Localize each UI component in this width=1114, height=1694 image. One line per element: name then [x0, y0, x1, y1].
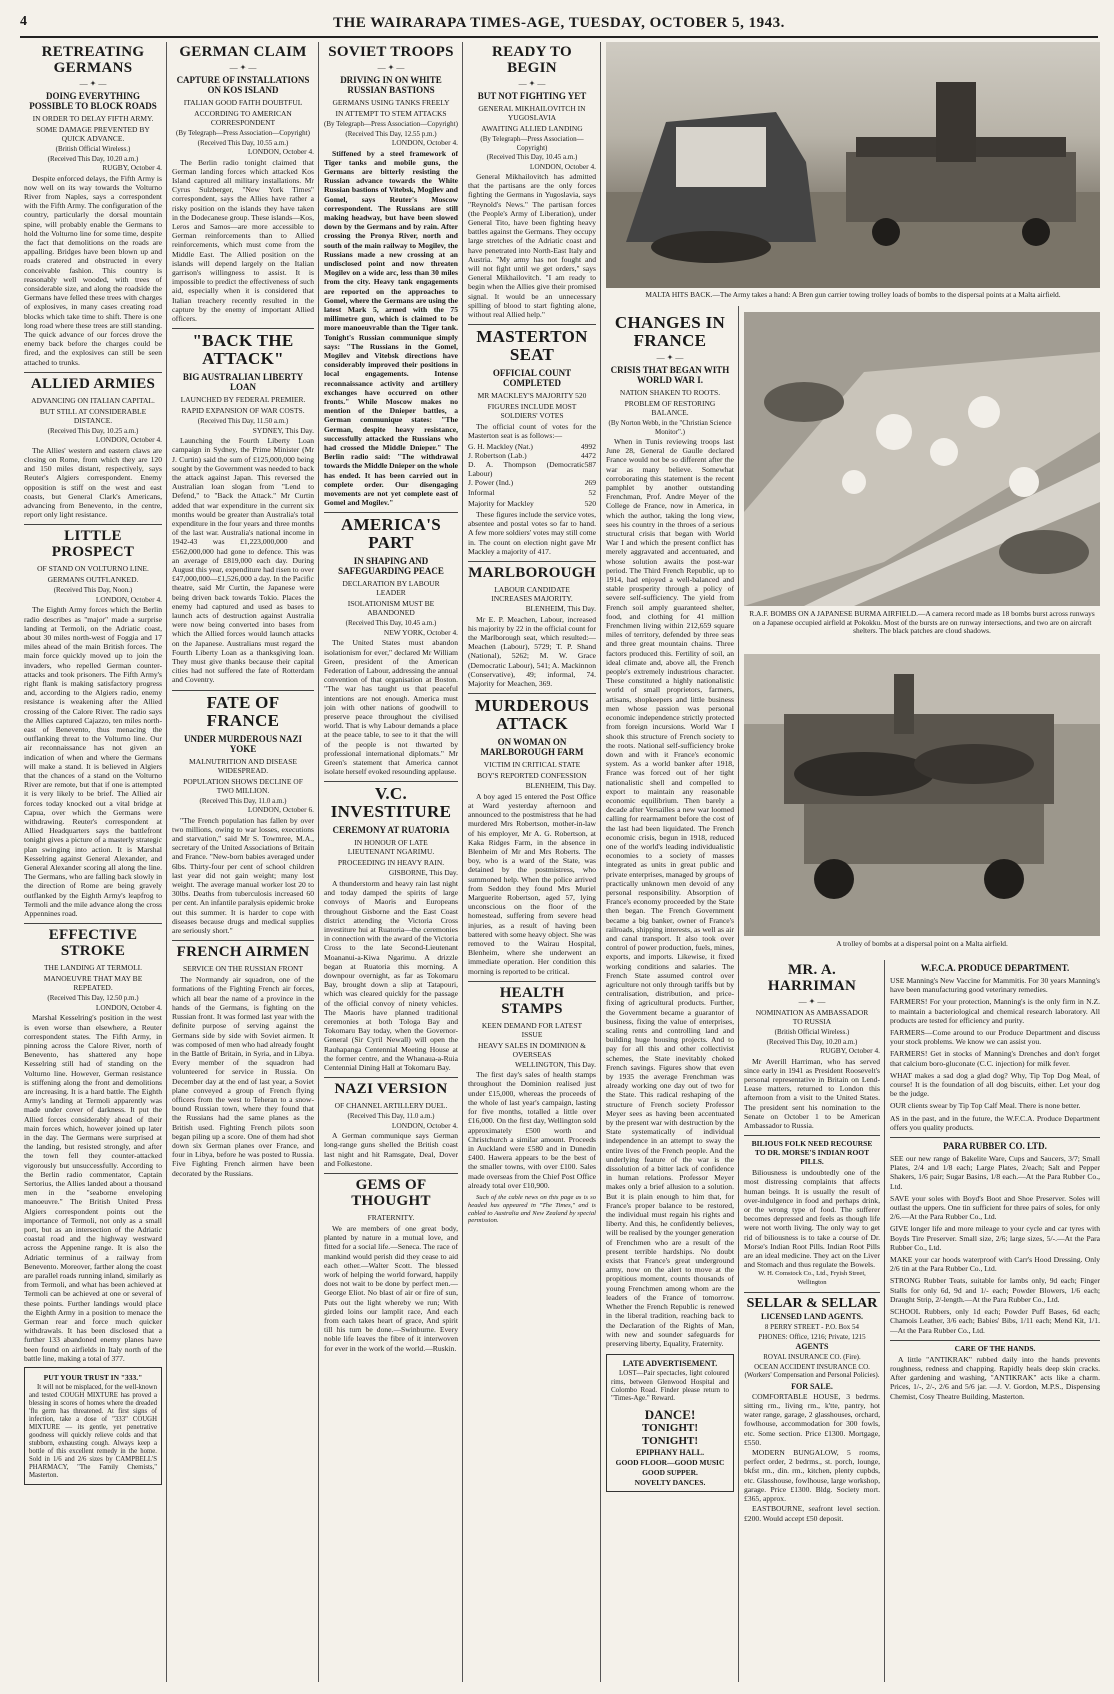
dateline: SYDNEY, This Day.	[252, 425, 314, 435]
dateline: WELLINGTON, This Day.	[515, 1059, 596, 1069]
article-text: The United States must abandon isolationism for ever," declared Mr William Green, president of the American Federation of Labour, addressing the annual convention of that organisation at Boston. "The war has taught us that peaceful intentions are not enough. America must join with other nations of goodwill to preserve peace throughout the civilised world. That is why Labour demands a place at the peace table, to see to it that the will of the people is not thwarted by professional international diplomats." Mr Green's statement that America cannot isolate herself evoked resounding applause.	[324, 638, 458, 777]
article-text: Mr E. P. Meachen, Labour, increased his majority by 22 in the official count for the Marlborough seat, which resulted:—Meachen (Labour), 5729; T. P. Shand (National), 5262; M. W. Grace (Democratic Labour), 541; A. Mackinnon (Conservative), 49; informal, 74. Majority for Meachen, 369.	[468, 614, 596, 689]
article-text: Launching the Fourth Liberty Loan campaign in Sydney, the Prime Minister (Mr J. Curtin) said the sum of £125,000,000 being sought by the Government was needed to back the attack against Japan. This reversed the Australian loan slogan from "Lend to Defend," to "Back the Attack." Mr Curtin added that war expenditure in the current six months would be greater than Australia's total expenditure in the four years and three months of the last war. Australia's national income in 1942-43 was £1,223,000,000 and £562,000,000 had gone to defence. This was an average of £819,000 each day. During August this year, expenditure had risen to over £47,000,000—£1,526,000 a day. In the Pacific theatre, said Mr Curtin, the Japanese were being driven back towards Tokio. Places the enemy had captured and used as bases to launch acts of destruction against Australia were now being converted into bases from which the Allied forces would launch attacks on the Japanese. Australians must regard the Fourth Liberty Loan as a thanksgiving loan. They must give thanks because their capital cities had not suffered the fate of Rotterdam and Coventry.	[172, 436, 314, 685]
dateline: LONDON, October 4.	[95, 594, 162, 604]
column-rule	[318, 42, 319, 1682]
photo-caption: R.A.F. BOMBS ON A JAPANESE BURMA AIRFIELD.—A camera record made as 18 bombs burst across runways on a Japanese occupied airfield at Pokokku. Most of the bursts are on runway intersections, and two are on aircraft shelters. The black patches are cloud shadows.	[749, 609, 1095, 636]
candidate-name: Informal	[468, 487, 495, 497]
divider	[172, 328, 314, 329]
headline-soviet-troops: SOVIET TROOPS	[328, 44, 454, 60]
classified-item: SAVE your soles with Boyd's Boot and Shoe Preserver. Soles will outlast the uppers. One tin sufficient for three pairs of soles, for only 2/6.—At the Para Rubber Co., Ltd.	[890, 1193, 1100, 1222]
received-line: (Received This Day, 10.45 a.m.)	[345, 619, 437, 628]
photo-caption: A trolley of bombs at a dispersal point on a Malta airfield.	[836, 939, 1008, 948]
article-text: "The French population has fallen by over two millions, owing to war losses, executions and starvation," said Mr S. Towmree, M.A., secretary of the United Associations of Britain and France. "New-born babies averaged under 6lbs. Thirty-four per cent of school children last year did not gain weight; many lost weight. The average manual worker lost 20 to 30lbs. Deaths from tuberculosis increased 60 per cent. An infantile paralysis epidemic broke out this summer. It is harder to cope with diseases because drugs and medical supplies are seriously short."	[172, 815, 314, 936]
ad-title: LATE ADVERTISEMENT.	[622, 1359, 718, 1369]
advertisement-333	[24, 1367, 162, 1485]
ornament: — ✦ —	[377, 63, 405, 72]
subhead: POPULATION SHOWS DECLINE OF TWO MILLION.	[183, 776, 303, 795]
article-text: Stiffened by a steel framework of Tiger tanks and mobile guns, the Germans are bitterly resisting the Russian advance towards the White Russian bastions of Vitebsk, Mogilev and Gomel, says Reuter's Moscow correspondent. The Russians are still making headway, but have been slowed down by the Germans and by rain. After crossing the Pronya River, north and south of the main railway to Mogilev, the Russians made a new crossing at an undisclosed point and now threaten Mogilev on a wide arc, less than 30 miles from the city. Heavy tank engagements are reported on the approaches to Gomel, where the Germans are using the latest Mark 5, armed with the 75 millimetre gun, which is claimed to be more manoeuvrable than the Tiger tank. Tonight's Russian communique simply says: "The Russians in the Gomel, Mogilev and Vitebsk directions have considerably improved their positions in local engagements. Intense reconnaissance activity and artillery exchanges have occurred on other fronts." While Moscow makes no mention of the Dnieper battles, a German communique states: "The German, despite heavy resistance, successfully attacked the Russians who had crossed the Middle Dnieper." The Berlin radio said: "The withdrawal towards the Middle Dnieper on the whole has ended. It has been carried out in complete order. Our disengaging movements are not yet complete east of Gomel and Mogilev."	[324, 148, 458, 508]
article-text: When in Tunis reviewing troops last June 28, General de Gaulle declared France would not be so different after the war as many believe. Somewhat corroborating this statement is the recent pamphlet by another outstanding Frenchman, Prof. Andre Meyer of the College de France, now in America, in which the author, taking the long view, sees his country in the throes of a serious structural crisis that began with World War I and which the present conflict has merely aggravated and accentuated, and whose solution awaits the post-war period. The Third French Republic, up to 1914, had enjoyed a well-balanced and stable prosperity through a policy of severe self-sufficiency. The yield from French soil amply guaranteed shelter, food, and clothing for 41 million Frenchmen living within 212,659 square miles of territory, defended by three seas and three great mountain chains. Three factors produced this. Fertility of soil, an ideal climate and, above all, the French people's extremely industrious character. These constituted a highly nationalistic world of small proprietors, farmers, artisans, shopkeepers and little business men whose passion was personal economic independence strictly protected from foreign incursions. World War I shook this structure of French society to the roots. National self-sufficiency broke down and with it France's economic system. As a world banker after 1918, France was forced out of her tight nationalistic shell and compelled to export to maintain any reasonable economic equilibrium. Then barely a decade after Versailles a new war loomed calling for rearmament before the cost of the last had been liquidated. The French economic crisis, begun in 1918, reduced one of the world's leading individualistic economies to a society of masses integrated as units in great public and private enterprises, managed by groups of practically unknown men devoid of any personal responsibility. Absorption of France's economy proceeded by the State then began. The French Government became a big banker, owner of France's railroads, shipping interests, as well as air and canal transport. It also took over control of power production, fuels, mines, exports, and imports. Likewise, it fixed working conditions and salaries. The French State assumed control over agriculture not only through tariffs but by centralisation, distribution, and price-fixing of agricultural products. Further, the Government became a guarantor of business, fixing the value of enterprises, scaling rents and controlling land and building huge housing projects. And to pay for all this and other collectivist schemes, the State inevitably choked French savings. Figures show that even by 1935 the average Frenchman was already working one day out of two for the State. This radical reshaping of the structure of French society Professor Meyer sees as having been accentuated by the present war with destruction by the State systematically of individual independence in an attempt to sway the entire lives of the French people. And the underlying feature of the war is the dissolution of a bitter lack of confidence in human relations. Professor Meyer makes only a brief allusion to a solution. But it is plain enough to him that, for France's proper balance to be restored, the individual must regain his rights and liberty. And this, he confidently believes, will be realised by the younger generation of Frenchmen who are a result of the present terrible hardships. No doubt exists that France's great underground army, now on the alert to move at the propitious moment, counts thousands of young Frenchmen among whom are the leaders of the France of tomorrow. Whether the French Republic is renewed in the liberal tradition, reaching back to the Declaration of the Rights of Man, with new and sounder safeguards for preserving liberty, Equality, Fraternity.	[606, 437, 734, 1348]
divider	[468, 693, 596, 694]
column-2	[172, 42, 314, 1682]
source-line: (By Telegraph—Press Association—Copyright)	[480, 135, 584, 152]
sellar-agency: ROYAL INSURANCE CO. (Fire).	[763, 1353, 861, 1362]
subhead: UNDER MURDEROUS NAZI YOKE	[183, 733, 302, 754]
subhead: ON WOMAN ON MARLBOROUGH FARM	[480, 737, 584, 758]
divider	[172, 690, 314, 691]
majority-value: 520	[584, 498, 596, 508]
newspaper-title: THE WAIRARAPA TIMES-AGE, TUESDAY, OCTOBER 5, 1943.	[333, 15, 785, 31]
article-text: The Eighth Army forces which the Berlin radio describes as "major" made a surprise landing at Termoli, on the Adriatic coast, about 30 miles north-west of Foggia and 17 miles ahead of the main British forces. The main force quickly moved up to join the invaders, who repelled German counter-attacks and took prisoners. The Fifth Army's right flank is making satisfactory progress and, according to the Algiers radio, enemy resistance is weakening after the Allied crossing of the Calore River. The radio says the Allies captured Cajazzo, ten miles north-east of Benevento, thus menacing the outflanking threat to the Volturno line. Our air reconnaissance has not given an indication of when and where the Germans will make a stand. It is believed in Algiers that the chances of a stand on the Volturno River are remote, but that if one is attempted it is very likely to be brief. The Allied air forces today knocked out a vital bridge at Capua, over which the Germans were withdrawing. Reuter's correspondent at Allied Headquarters says the battlefront tonight gives a picture of a masterly strategic plan swinging into action. It is Marshal Kesselring against General Alexander, and General Alexander scoring all along the line. The Germans, who are falling back slowly in the direction of Rome are being gravely outflanked by the Eighth Army's leapfrog to Termoli and the mile advance along the cross Appennines road.	[24, 605, 162, 919]
headline-ready-to-begin: READY TO BEGIN	[491, 44, 573, 76]
subhead: HEAVY SALES IN DOMINION & OVERSEAS	[478, 1040, 586, 1059]
classified-item: STRONG Rubber Teats, suitable for lambs only, 9d each; Finger Stalls for only 6d, 9d and 1/- each; Powder Blowers, 1/6 each; Draught Strip, 2/-length.—At the Para Rubber Co., Ltd.	[890, 1276, 1100, 1304]
listing: EASTBOURNE, seafront level section. £200. Would accept £50 deposit.	[744, 1504, 880, 1523]
candidate-votes: 4992	[580, 441, 596, 451]
dateline: LONDON, October 4.	[529, 161, 596, 171]
majority-label: Majority for Mackley	[468, 498, 534, 508]
dateline: LONDON, October 6.	[247, 805, 314, 815]
subhead: CAPTURE OF INSTALLATIONS ON KOS ISLAND	[176, 75, 310, 95]
received-line: (Received This Day, 10.20 a.m.)	[47, 154, 139, 163]
classified-item: SCHOOL Rubbers, only 1d each; Powder Puff Bases, 6d each; Chamois Leather, 3/6 each; Babies' Bibs, 1/11 each; Mend Kit, 1/1.—At the Para Rubber Co., Ltd.	[890, 1307, 1100, 1335]
received-line: (Received This Day, 12.55 p.m.)	[345, 129, 437, 138]
column-5	[606, 312, 734, 1682]
article-text: A thunderstorm and heavy rain last night and today damped the spirits of large convoys of Maoris and Europeans throughout Gisborne and the East Coast district attending the Victoria Cross investiture hui at Ruatoria—the ceremonies in connection with the award of the Victoria Cross to the late Second-Lieutenant Moananui-a-Kiwa Ngarimu. A drizzle began at Ruatoria this morning. A downpour overnight, as far as Tokomaru Bay, brought down a slip at Tatapouri, which was cleared quickly for the passage of the official convoy of ninety vehicles. The Maoris have planned traditional ceremonies at both Tologa Bay and Tokomaru Bay today, when the Governor-General (Sir Cyril Newall) will open the Rauhapanga Centennial Meeting House at the former centre, and the Whanaua-a-Ruia Centennial Dining Hall at Tokomaru Bay.	[324, 878, 458, 1073]
article-text: The official count of votes for the Masterton seat is as follows:—	[468, 422, 596, 441]
received-line: (Received This Day, 11.0 a.m.)	[347, 1112, 435, 1121]
source-line: (British Official Wireless.)	[774, 1028, 850, 1036]
subhead: ACCORDING TO AMERICAN CORRESPONDENT	[194, 109, 292, 127]
subhead: DRIVING IN ON WHITE RUSSIAN BASTIONS	[340, 75, 442, 95]
subhead: CEREMONY AT RUATORIA	[332, 825, 450, 836]
sellar-heading: SELLAR & SELLAR	[746, 1296, 878, 1312]
divider	[172, 940, 314, 941]
headline-little-prospect: LITTLE PROSPECT	[51, 528, 135, 561]
subhead: NOMINATION AS AMBASSADOR TO RUSSIA	[755, 1008, 869, 1026]
subhead: PROBLEM OF RESTORING BALANCE.	[624, 399, 716, 417]
dateline: GISBORNE, This Day.	[388, 868, 458, 878]
classified-item: FARMERS! Get in stocks of Manning's Drenches and don't forget that calcium boro-gluconate (C.C. injection) for milk fever.	[890, 1049, 1100, 1068]
headline-german-claim: GERMAN CLAIM	[179, 44, 307, 60]
divider	[324, 781, 458, 782]
cable-note: Such of the cable news on this page as is so headed has appeared in "The Times," and is cabled to Australia and New Zealand by special permission.	[468, 1193, 596, 1225]
dateline: RUGBY, October 4.	[102, 163, 162, 172]
subhead: AWAITING ALLIED LANDING	[481, 124, 583, 133]
for-sale-heading: FOR SALE.	[791, 1381, 833, 1391]
subhead: BUT NOT FIGHTING YET	[477, 91, 587, 101]
dateline: LONDON, October 4.	[391, 138, 458, 147]
candidate-votes: 587	[584, 460, 596, 470]
article-text: Despite enforced delays, the Fifth Army is now well on its way towards the Volturno River from Naples, says a correspondent with the Fifth Army. The configuration of the country, particularly the dorsal mountain spine, will probably enable the Germans to hold the Volturno line for some time, despite the fact that demolitions on the roads are appalling. Bridges have been blown up and roads cratered and obstructed in every conceivable fashion. This country is reasonably well wooded, with trees of considerable size, and along the roadside the Germans have felled these trees with charges of explosives, in many cases creating road blocks which take time to shift. There is one long road where these trees are still standing. The quick advance of our forces drove the enemy back before the charges could be fired, and the explosives can still be seen attached to trunks.	[24, 173, 162, 367]
subhead: BOY'S REPORTED CONFESSION	[477, 771, 587, 781]
subhead: LABOUR CANDIDATE INCREASES MAJORITY.	[491, 585, 573, 604]
headline-wfca-produce: W.F.C.A. PRODUCE DEPARTMENT.	[920, 963, 1070, 973]
source-line: (British Official Wireless.)	[55, 145, 131, 153]
column-rule	[462, 42, 463, 1682]
sellar-line: LICENSED LAND AGENTS.	[760, 1312, 864, 1322]
dance-venue: EPIPHANY HALL.	[635, 1447, 705, 1457]
byline: (By Norton Webb, in the "Christian Science Monitor".)	[608, 419, 732, 436]
column-3	[324, 42, 458, 1682]
article-text: Mr Averill Harriman, who has served since early in 1941 as President Roosevelt's personal representative in Britain on Lend-Lease matters, returned to London this afternoon from a visit to the United States. The president sent his nomination to the Senate on October 1 to be American Ambassador to Russia.	[744, 1056, 880, 1130]
sellar-agents: AGENTS	[795, 1342, 829, 1352]
article-text: The Allies' western and eastern claws are closing on Rome, from which they are 120 and 150 miles distant, respectively, says Reuter's Algiers correspondent. Enemy opposition is stiff on the west and east coasts, but General Clark's Americans, advancing from Benevento, in the centre, report only light resistance.	[24, 445, 162, 520]
classified-item: WHAT makes a sad dog a glad dog? Why, Tip Top Dog Meal, of course! It is the foundation of all dog biscuits, either. Let your dog be the judge.	[890, 1070, 1100, 1099]
vote-table	[468, 442, 596, 497]
photo-raf-bombs-burma	[744, 312, 1100, 606]
headline-retreating-germans: RETREATING GERMANS	[41, 44, 145, 76]
classified-item: AS in the past, and in the future, the W.F.C.A. Produce Department offers you quality products.	[890, 1113, 1100, 1132]
subhead: GENERAL MIKHAILOVITCH IN YUGOSLAVIA	[478, 104, 586, 122]
vote-row	[468, 451, 596, 460]
sellar-phones: PHONES: Office, 1216; Private, 1215	[758, 1332, 866, 1341]
listing: MODERN BUNGALOW, 5 rooms, perfect order, 2 bedrms., st. porch, lounge, bkfst rm., din. rm., kitchen, plenty cupbds, etc. Glasshouse, fowlhouse, large workshop, garage. Price £1300. Bldg. Society mort. £365, approx.	[744, 1448, 880, 1504]
received-line: (Received This Day, 10.25 a.m.)	[47, 426, 139, 435]
headline-effective-stroke: EFFECTIVE STROKE	[48, 927, 138, 960]
headline-french-airmen: FRENCH AIRMEN	[176, 944, 310, 961]
sellar-agency: OCEAN ACCIDENT INSURANCE CO. (Workers' Compensation and Personal Policies).	[744, 1362, 880, 1380]
dateline: BLENHEIM, This Day.	[525, 781, 596, 791]
classified-item: FARMERS! For your protection, Manning's is the only firm in N.Z. to maintain a bacteriological and chemical research laboratory. All products are tested for efficiency and purity.	[890, 997, 1100, 1025]
subhead: MALNUTRITION AND DISEASE WIDESPREAD.	[189, 756, 297, 775]
subhead: DOING EVERYTHING POSSIBLE TO BLOCK ROADS	[29, 91, 157, 111]
dateline: LONDON, October 4.	[95, 1002, 162, 1012]
ad-footer: W. H. Comstock Co., Ltd., Fryish Street, Wellington	[758, 1270, 866, 1286]
headline-para-rubber: PARA RUBBER CO. LTD.	[943, 1141, 1047, 1152]
ad-title: PUT YOUR TRUST IN "333."	[43, 1373, 143, 1383]
column-rule	[600, 42, 601, 1682]
vote-row	[468, 442, 596, 451]
candidate-name: J. Robertson (Lab.)	[468, 450, 527, 460]
headline-changes-in-france: CHANGES IN FRANCE	[614, 313, 726, 350]
subhead: FRATERNITY.	[367, 1213, 415, 1223]
dance-heading: DANCE!	[644, 1406, 696, 1422]
page-number: 4	[20, 14, 27, 29]
ornament: — ✦ —	[798, 997, 826, 1006]
vote-row	[468, 460, 596, 478]
subhead: BIG AUSTRALIAN LIBERTY LOAN	[182, 372, 304, 393]
received-line: (Received This Day, 10.20 a.m.)	[766, 1037, 858, 1046]
divider	[24, 923, 162, 924]
article-text: A boy aged 15 entered the Post Office at Ward yesterday afternoon and announced to the postmistress that he had murdered Mrs Robertson, mother-in-law of his employer, Mr A. G. Robertson, at Kaka Ridges Farm, in the absence in Blenheim of Mr and Mrs Roberts. The boy, who is a ward of the State, was detained by the postmistress, who summoned help. When the police arrived from Seddon they found Mrs Muriel Marguerite Robertson, aged 57, lying unconscious on the floor of the homestead, suffering from severe head injuries, as a result of having been battered with some heavy object. She was removed to the Wairau Hospital, Blenheim, where she underwent an immediate operation. Her condition this morning is reported to be critical.	[468, 791, 596, 976]
divider	[468, 981, 596, 982]
subhead: GERMANS USING TANKS FREELY	[332, 98, 450, 107]
headline-vc-investiture: V.C. INVESTITURE	[330, 784, 452, 822]
ad-text: Biliousness is undoubtedly one of the most distressing complaints that affects human beings. It is usually the result of over-indulgence in food and perhaps drink, or the wrong type of food. The sufferer becomes depressed and feels as though life were not worth living. The only way to get rid of biliousness is to take a course of Dr. Morse's Indian Root Pills. Indian Root Pills are an ideal medicine. They act on the Liver and Stomach and thus regulate the Bowels.	[744, 1168, 880, 1270]
subhead: NATION SHAKEN TO ROOTS.	[619, 388, 721, 397]
photo-caption: MALTA HITS BACK.—The Army takes a hand: A Bren gun carrier towing trolley loads of bombs to the dispersal points at a Malta airfield.	[645, 290, 1061, 299]
headline-allied-armies: ALLIED ARMIES	[30, 375, 156, 392]
candidate-votes: 4472	[580, 450, 596, 460]
source-line: (By Telegraph—Press Association—Copyright)	[176, 129, 310, 137]
subhead: KEEN DEMAND FOR LATEST ISSUE	[481, 1020, 583, 1039]
dance-line: GOOD SUPPER.	[642, 1467, 698, 1477]
listing: COMFORTABLE HOUSE, 3 bedrms. sitting rm., living rm., k'tte, pantry, hot water range, garage, 2 glasshouses, orchard, fowlhouse, accommodation for 300 fowls, etc. Some section. Price £1300. Mortgage, £550.	[744, 1391, 880, 1447]
candidate-votes: 52	[588, 487, 596, 497]
subhead: PROCEEDING IN HEAVY RAIN.	[337, 858, 445, 868]
column-1	[24, 42, 162, 1682]
divider	[24, 524, 162, 525]
subhead: RAPID EXPANSION OF WAR COSTS.	[181, 406, 305, 416]
classified-item: FARMERS—Come around to our Produce Department and discuss your stock problems. We know we can assist you.	[890, 1028, 1100, 1047]
received-line: (Received This Day, 10.45 a.m.)	[486, 153, 578, 161]
dance-line: GOOD FLOOR—GOOD MUSIC	[615, 1457, 725, 1467]
photo-malta-carrier	[606, 42, 1100, 288]
divider	[468, 561, 596, 562]
subhead: ISOLATIONISM MUST BE ABANDONED	[347, 599, 435, 618]
headline-murderous-attack: MURDEROUS ATTACK	[474, 696, 590, 734]
column-7	[890, 960, 1100, 1682]
headline-marlborough: MARLBOROUGH	[468, 565, 596, 582]
subhead: IN ORDER TO DELAY FIFTH ARMY.	[32, 114, 154, 123]
column-6	[744, 960, 880, 1682]
classified-item: SEE our new range of Bakelite Ware, Cups and Saucers, 3/7; Small Plates, 2/4 and 1/8 each; Large Plates, 2/each; Salt and Pepper Shakers, 1/6 pair; Sugar Basins, 1/8 each.—At the Para Rubber Co., Ltd.	[890, 1154, 1100, 1191]
column-rule	[166, 42, 167, 1682]
headline-nazi-version: NAZI VERSION	[334, 1081, 448, 1098]
subhead: THE LANDING AT TERMOLI.	[43, 963, 143, 973]
classified-item: MAKE your car hoods waterproof with Carr's Hood Dressing. Only 2/6 tin at the Para Rubber Co., Ltd.	[890, 1255, 1100, 1274]
classified-item: OUR clients swear by Tip Top Calf Meal. There is none better.	[890, 1101, 1081, 1111]
subhead: ADVANCING ON ITALIAN CAPITAL.	[31, 395, 155, 405]
classified-list	[890, 1154, 1100, 1335]
classified-list	[890, 976, 1100, 1132]
subhead: DECLARATION BY LABOUR LEADER	[342, 579, 440, 598]
dateline: RUGBY, October 4.	[820, 1046, 880, 1055]
vote-row	[468, 478, 596, 487]
ad-title: BILIOUS FOLK NEED RECOURSE TO DR. MORSE'S INDIAN ROOT PILLS.	[751, 1139, 873, 1167]
divider	[324, 512, 458, 513]
dateline: BLENHEIM, This Day.	[525, 604, 596, 614]
ornament: — ✦ —	[79, 79, 107, 88]
ornament: — ✦ —	[229, 63, 257, 72]
candidate-name: J. Power (Ind.)	[468, 478, 514, 488]
article-text: The Berlin radio tonight claimed that German landing forces which attacked Kos Island captured all military installations. Mr Cyrus Sulzberger, "New York Times" correspondent, says the Allies have rather a risky position on the islands they have taken in the Dodecanese group. These islands—Kos, Leros and Samos—are more accessible to German reinforcements than to Allied reinforcements, which must come from the Middle East. The Allied position on the islands will depend largely on the Italian garrison's willingness to assist. It is impossible to predict the effectiveness of such aid, especially when it is considered that Italian treachery recently resulted in the capture by the enemy of important Allied officers.	[172, 157, 314, 323]
ornament: — ✦ —	[656, 353, 684, 362]
subhead: BUT STILL AT CONSIDERABLE DISTANCE.	[39, 406, 147, 425]
received-line: (Received This Day, 11.50 a.m.)	[197, 417, 289, 426]
dateline: LONDON, October 4.	[95, 435, 162, 445]
subhead: SERVICE ON THE RUSSIAN FRONT	[182, 964, 304, 974]
subhead: OFFICIAL COUNT COMPLETED	[492, 368, 572, 389]
dance-line: NOVELTY DANCES.	[634, 1477, 706, 1487]
received-line: (Received This Day, 10.55 a.m.)	[197, 138, 289, 147]
ad-text: A little "ANTIKRAK" rubbed daily into the hands prevents roughness, redness and chapping. Rapidly heals deep skin cracks. After gardening and washing, "ANTIKRAK" acts like a charm. Prices, 1/-, 2/-, 2/6 and 5/6 jar. —J. V. Gordon, M.P.S., Dispensing Chemist, Cosy Theatre Building, Masterton.	[890, 1354, 1100, 1401]
headline-care-of-hands: CARE OF THE HANDS.	[954, 1343, 1036, 1353]
ad-text: It will not be misplaced, for the well-known and tested COUGH MIXTURE has proved a blessing in scores of homes where the dreaded 'flu germ has threatened. At first signs of infection, take a dose of "333" COUGH MIXTURE — its gentle, yet penetrative goodness will quickly relieve colds and that stubborn, exhausting cough. Always keep a bottle of this excellent remedy in the home. Sold in 1/6 and 2/6 sizes by CAMPBELL'S PHARMACY, "The Family Chemists," Masterton.	[29, 1384, 157, 1480]
column-rule	[738, 306, 739, 1682]
ornament: — ✦ —	[518, 79, 546, 88]
received-line: (Received This Day, 12.50 p.m.)	[47, 994, 139, 1003]
photo-trolley-bombs-image	[744, 654, 1100, 936]
headline-fate-of-france: FATE OF FRANCE	[206, 692, 280, 730]
divider	[744, 1135, 880, 1136]
subhead: GERMANS OUTFLANKED.	[47, 575, 139, 585]
masthead	[20, 14, 1098, 38]
dance-line: TONIGHT!	[641, 1434, 699, 1447]
subhead: IN SHAPING AND SAFEGUARDING PEACE	[338, 556, 444, 577]
subhead: LAUNCHED BY FEDERAL PREMIER.	[180, 395, 306, 405]
headline-health-stamps: HEALTH STAMPS	[499, 984, 565, 1017]
ad-text: LOST—Pair spectacles, light coloured rims, between Glenwood Hospital and Colombo Road. Finder please return to "Times-Age." Reward.	[611, 1369, 729, 1403]
headline-masterton-seat: MASTERTON SEAT	[476, 327, 588, 365]
article-text: We are members of one great body, planted by nature in a mutual love, and fitted for a social life.—Seneca. The race of mankind would perish did they cease to aid each other.—Walter Scott. The blessed work of helping the world forward, happily does not wait to be done by perfect men.—George Eliot. No blast of air or fire of sun, Puts out the light whereby we run; With girded loins our lamplit race, And each from each takes heart of grace, And spirit till his turn be done.—Swinburne. Every noble life leaves the fibre of it interwoven for ever in the work of the world.—Ruskin.	[324, 1224, 458, 1353]
divider	[890, 1137, 1100, 1138]
headline-mr-a-harriman: MR. A. HARRIMAN	[767, 962, 857, 994]
vote-row	[468, 488, 596, 497]
divider	[890, 1340, 1100, 1341]
classified-item: USE Manning's New Vaccine for Mammitis. For 30 years Manning's have been manufacturing good veterinary remedies.	[890, 976, 1100, 995]
photo-trolley-bombs	[744, 654, 1100, 936]
headline-gems-of-thought: GEMS OF THOUGHT	[351, 1177, 431, 1210]
subhead: FIGURES INCLUDE MOST SOLDIERS' VOTES	[487, 402, 577, 421]
majority-row	[468, 499, 596, 508]
late-advertisement	[606, 1354, 734, 1492]
divider	[324, 1173, 458, 1174]
headline-back-the-attack: "BACK THE ATTACK"	[192, 331, 294, 369]
subhead: IN HONOUR OF LATE LIEUTENANT NGARIMU.	[347, 838, 435, 857]
sellar-address: 8 PERRY STREET - P.O. Box 54	[764, 1323, 860, 1332]
subhead: OF CHANNEL ARTILLERY DUEL.	[334, 1101, 448, 1111]
divider	[324, 1077, 458, 1078]
divider	[468, 324, 596, 325]
subhead: IN ATTEMPT TO STEM ATTACKS	[335, 109, 447, 118]
subhead: MR MACKLEY'S MAJORITY 520	[477, 391, 587, 401]
subhead: MANOEUVRE THAT MAY BE REPEATED.	[43, 974, 143, 993]
dance-line: TONIGHT!	[641, 1421, 699, 1434]
article-text: These figures include the service votes, absentee and postal votes so far to hand. A few more soldiers' votes may still come in. The count on election night gave Mr Mackley a majority of 417.	[468, 510, 596, 556]
subhead: VICTIM IN CRITICAL STATE	[483, 760, 581, 770]
received-line: (Received This Day, Noon.)	[53, 586, 133, 595]
subhead: CRISIS THAT BEGAN WITH WORLD WAR I.	[610, 365, 730, 385]
article-text: General Mikhailovitch has admitted that the partisans are the only forces fighting the Germans in Yugoslavia, says "Reynold's News." The partisan forces (the People's Army of Liberation), under General Tito, have been fighting heavy battles against the Germans. They occupy large stretches of the Adriatic coast and have penetrated into North-East Italy and Austria. "My army has not fought and will not fight until we get orders," says General Mikhailovitch. "I am ready to begin when the Allies give their promised signal. It would be an unnecessary spilling of blood to start fighting alone, without real Allied help."	[468, 172, 596, 320]
subhead: SOME DAMAGE PREVENTED BY QUICK ADVANCE.	[36, 125, 150, 143]
divider	[24, 372, 162, 373]
divider	[744, 1292, 880, 1293]
candidate-name: D. A. Thompson (Democratic Labour)	[468, 460, 585, 479]
source-line: (By Telegraph—Press Association—Copyright)	[324, 120, 458, 128]
headline-americas-part: AMERICA'S PART	[341, 515, 441, 553]
article-text: A German communique says German long-range guns shelled the British coast last night and hit Ramsgate, Deal, Dover and Folkestone.	[324, 1131, 458, 1168]
dateline: LONDON, October 4.	[247, 147, 314, 156]
dateline: LONDON, October 4.	[391, 1120, 458, 1130]
subhead: ITALIAN GOOD FAITH DOUBTFUL	[183, 98, 303, 107]
photo-malta-carrier-image	[606, 42, 1100, 288]
article-text: Marshal Kesselring's position in the west is even worse than elsewhere, a Reuter correspondent states. The Fifth Army, in pinning across the Calore River, north of Benevento, has shattered any hope Kesselring still had of standing on the Volturno line. However, German resistance is stiffening along the front and demolitions are increasing. It is a hard battle. The Eighth Army's landing at Termoli apparently was made under cover of darkness. It put the Allied forces considerably ahead of their main forces which, however joined up later in the day. The Germans were surprised at the landing, but resisted strongly, and after the town fell they counter-attacked vigorously but unsuccessfully. According to the Berlin radio commentator, Captain Sertorius, the Allies landed about a thousand men in the "seaborne enveloping manoeuvre." The British United Press Algiers correspondent points out the importance of Termoli, not only as a small port, but as an intersection of the Adriatic coastal road and the highway westward across the Appenine range. It is also the Adriatic terminus of a railway from Benevento. Moreover, farther along the coast are parallel roads running inland, similarly as from Termoli, and what has been achieved at Termoli can be achieved at one or several of these points. Further landings would place the Eighth Army in a position to menace the German rear and force much quicker withdrawals. It has been disclosed that a further 133 abandoned enemy planes have been found on airfields in Italy north of the battle line, making a total of 377.	[24, 1013, 162, 1363]
subhead: OF STAND ON VOLTURNO LINE.	[37, 564, 149, 574]
classified-item: GIVE longer life and more mileage to your cycle and car tyres with Boyds Tire Preserver. Small size, 2/6; large sizes, 5/-.—At the Para Rubber Co., Ltd.	[890, 1224, 1100, 1252]
column-4	[468, 42, 596, 1682]
article-text: The Normandy air squadron, one of the formations of the Fighting French air forces, which all bear the name of a province in the hands of the Germans, is fighting on the Russian front. It was formed last year with the definite purpose of serving against the Germans side by side with Soviet airmen. It was composed of men who had already fought in the Battle of Britain, in Syria, and in Libya. Every member of the squadron had volunteered for service in Russia. On December day at the end of last year, a Soviet plane conveyed a group of French flying officers from the west to Teheran to a snow-bound Russian town, where they found that the Russians had the same planes as the British used. Fighting French pilots soon began piling up a score. One of them had shot down six German planes over France, and four in Libya, before he was posted to Russia. Five Fighting French airmen have been decorated by the Russians.	[172, 975, 314, 1178]
received-line: (Received This Day, 11.0 a.m.)	[199, 796, 287, 805]
candidate-name: G. H. Mackley (Nat.)	[468, 441, 533, 451]
photo-raf-bombs-image	[744, 312, 1100, 606]
column-rule	[884, 960, 885, 1682]
article-text: The first day's sales of health stamps throughout the Dominion realised just under £15,000, whereas the proceeds of the whole of last year's campaign, lasting for five months, totalled a little over £16,000. On the first day, Wellington sold approximately £500 worth and Christchurch a similar amount. Proceeds in Auckland were £580 and in Dunedin £400. Hawera appears to be the best of the smaller towns, with over £100. Sales made overseas from the Chief Post Office already total over £10,900.	[468, 1070, 596, 1190]
dateline: NEW YORK, October 4.	[383, 627, 458, 637]
candidate-votes: 269	[584, 478, 596, 488]
